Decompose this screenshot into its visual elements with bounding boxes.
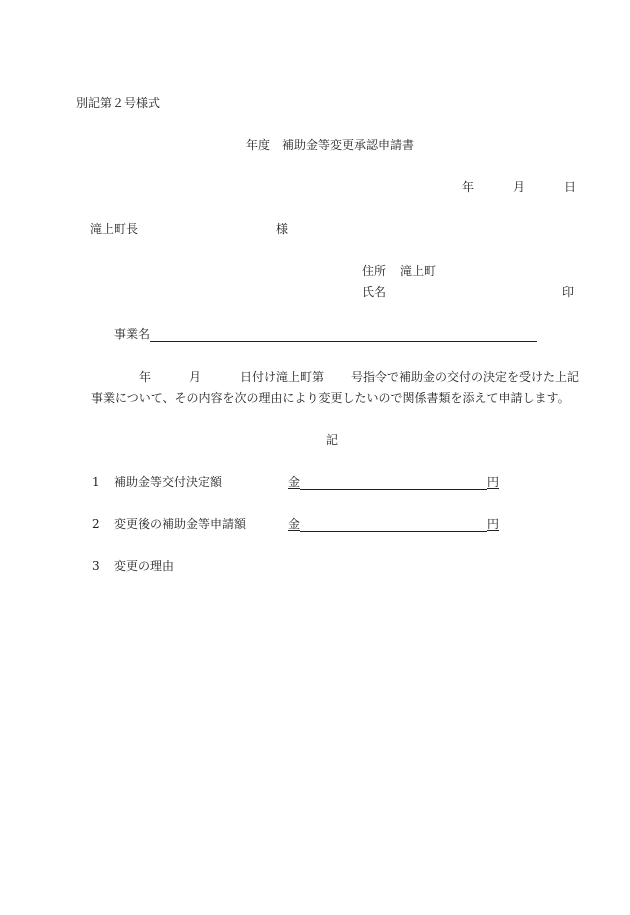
item-number: 2 bbox=[92, 517, 100, 531]
item-unit: 円 bbox=[487, 517, 500, 531]
body-year: 年 bbox=[139, 370, 152, 384]
item-label: 変更後の補助金等申請額 bbox=[114, 517, 247, 531]
item-number: 3 bbox=[92, 559, 100, 573]
address-label: 住所 bbox=[362, 264, 387, 278]
project-name-line bbox=[150, 341, 537, 342]
document-title: 年度 補助金等変更承認申請書 bbox=[246, 138, 415, 152]
amount-line bbox=[300, 531, 487, 532]
seal-mark: 印 bbox=[562, 285, 575, 299]
project-label: 事業名 bbox=[114, 327, 151, 341]
body-text-a: 日付け滝上町第 bbox=[240, 370, 325, 384]
date-year: 年 bbox=[462, 180, 475, 194]
date-day: 日 bbox=[564, 180, 577, 194]
item-prefix: 金 bbox=[288, 517, 301, 531]
item-unit: 円 bbox=[487, 475, 500, 489]
name-label: 氏名 bbox=[362, 285, 387, 299]
amount-line bbox=[300, 489, 487, 490]
date-month: 月 bbox=[513, 180, 526, 194]
form-label: 別記第２号様式 bbox=[76, 96, 161, 110]
addressee-name: 滝上町長 bbox=[90, 222, 139, 236]
body-line-2: 事業について、その内容を次の理由により変更したいので関係書類を添えて申請します。 bbox=[91, 391, 570, 405]
body-month: 月 bbox=[189, 370, 202, 384]
address-value: 滝上町 bbox=[400, 264, 437, 278]
item-label: 変更の理由 bbox=[114, 559, 175, 573]
item-prefix: 金 bbox=[288, 475, 301, 489]
item-label: 補助金等交付決定額 bbox=[114, 475, 223, 489]
ki-heading: 記 bbox=[326, 433, 339, 447]
item-number: 1 bbox=[92, 475, 100, 489]
body-text-b: 号指令で補助金の交付の決定を受けた上記 bbox=[351, 370, 580, 384]
addressee-honorific: 様 bbox=[276, 222, 289, 236]
